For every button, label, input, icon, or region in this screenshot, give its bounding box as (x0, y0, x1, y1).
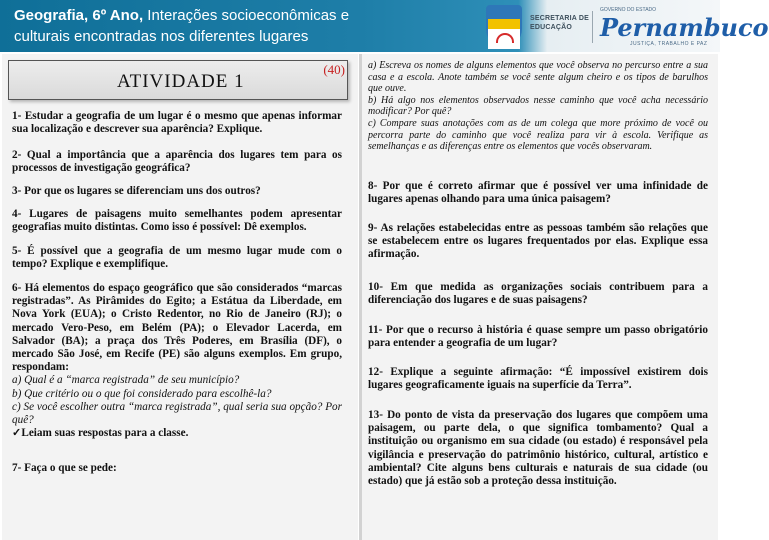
question-6a: a) Qual é a “marca registrada” de seu município? (12, 374, 240, 387)
question-6-instruction: ✓Leiam suas respostas para a classe. (12, 427, 189, 440)
question-12: 12- Explique a seguinte afirmação: “É impossível existirem dois lugares geograficamente iguais na superfície da Terra”. (368, 366, 708, 392)
question-9: 9- As relações estabelecidas entre as pessoas também são relações que se estabelecem entre os lugares frequentados por elas. Explique essa afirmação. (368, 222, 708, 261)
question-1: 1- Estudar a geografia de um lugar é o mesmo que apenas informar sua localização e descrever sua aparência? Explique. (12, 110, 342, 136)
state-seal-icon (486, 5, 522, 47)
question-4: 4- Lugares de paisagens muito semelhantes podem apresentar geografias muito distintas. Como isso é possível: Dê exemplos. (12, 208, 342, 234)
state-top-text: GOVERNO DO ESTADO (600, 7, 657, 13)
activity-title: ATIVIDADE 1 (117, 71, 245, 92)
question-3: 3- Por que os lugares se diferenciam uns dos outros? (12, 185, 261, 197)
page-title (14, 5, 394, 47)
question-7c: c) Compare suas anotações com as de um colega que more próximo de você ou percorra parte do caminho que você realiza para vir à escola. Verifique as semelhanças e as diferenças entre os elementos que vocês observaram. (368, 117, 708, 153)
question-7: 7- Faça o que se pede: (12, 462, 117, 474)
question-5: 5- É possível que a geografia de um mesmo lugar mude com o tempo? Explique e exemplifique. (12, 245, 342, 271)
state-logo-name: Pernambuco (600, 13, 769, 42)
right-column (362, 54, 718, 540)
logo-area (480, 3, 769, 49)
question-7b: b) Há algo nos elementos observados nesse caminho que você acha necessário modificar? Por quê? (368, 94, 708, 118)
header-banner (0, 0, 769, 52)
activity-points: (40) (323, 62, 345, 77)
question-6b: b) Que critério ou o que foi considerado para escolhê-la? (12, 387, 272, 400)
question-7a: a) Escreva os nomes de alguns elementos que você observa no percurso entre a sua casa e a escola. Anote também se você sente algum cheiro e os tipos de barulhos que ouve. (368, 60, 708, 95)
state-motto: JUSTIÇA, TRABALHO E PAZ (630, 41, 708, 47)
question-11: 11- Por que o recurso à história é quase sempre um passo obrigatório para entender a geografia de um lugar? (368, 324, 708, 350)
title-topic: Interações socioeconômicas e culturais encontradas nos diferentes lugares (14, 7, 350, 45)
title-subject: Geografia, 6º Ano, (14, 7, 144, 24)
secretaria-logo-text: SECRETARIA DE EDUCAÇÃO (530, 15, 589, 31)
question-2: 2- Qual a importância que a aparência dos lugares tem para os processos de investigação geográfica? (12, 149, 342, 175)
question-13: 13- Do ponto de vista da preservação dos lugares que compõem uma paisagem, ou parte dela, o que significa tombamento? Qual a instituição ou organismo em sua cidade (ou estado) é responsável pela vigilância e preservação do patrimônio histórico, cultural, artístico e ambiental? Cite alguns bens culturais e naturais de sua cidade (ou estado) que já estão sob a proteção dessa instituição. (368, 409, 708, 488)
question-6-text: 6- Há elementos do espaço geográfico que são considerados “marcas registradas”. As Pirâmides do Egito; a Estátua da Liberdade, em Nova York (EUA); o Cristo Redentor, no Rio de Janeiro (RJ); o mercado Vero-Peso, em Belém (PA); o Elevador Lacerda, em Salvador (BA); a praça dos Três Poderes, em Brasília (DF), o mercado São José, em Recife (PE) são alguns exemplos. Em grupo, respondam: (12, 282, 342, 374)
activity-title-box (8, 60, 348, 100)
question-6c: c) Se você escolher outra “marca registrada”, qual seria sua opção? Por quê? (12, 400, 342, 427)
question-10: 10- Em que medida as organizações sociais contribuem para a diferenciação dos lugares e de suas paisagens? (368, 281, 708, 307)
question-8: 8- Por que é correto afirmar que é possível ver uma infinidade de lugares apenas olhando para uma única paisagem? (368, 180, 708, 206)
question-6 (12, 282, 342, 440)
left-column (2, 54, 358, 540)
question-7-items (368, 60, 708, 153)
logo-separator (592, 11, 593, 43)
